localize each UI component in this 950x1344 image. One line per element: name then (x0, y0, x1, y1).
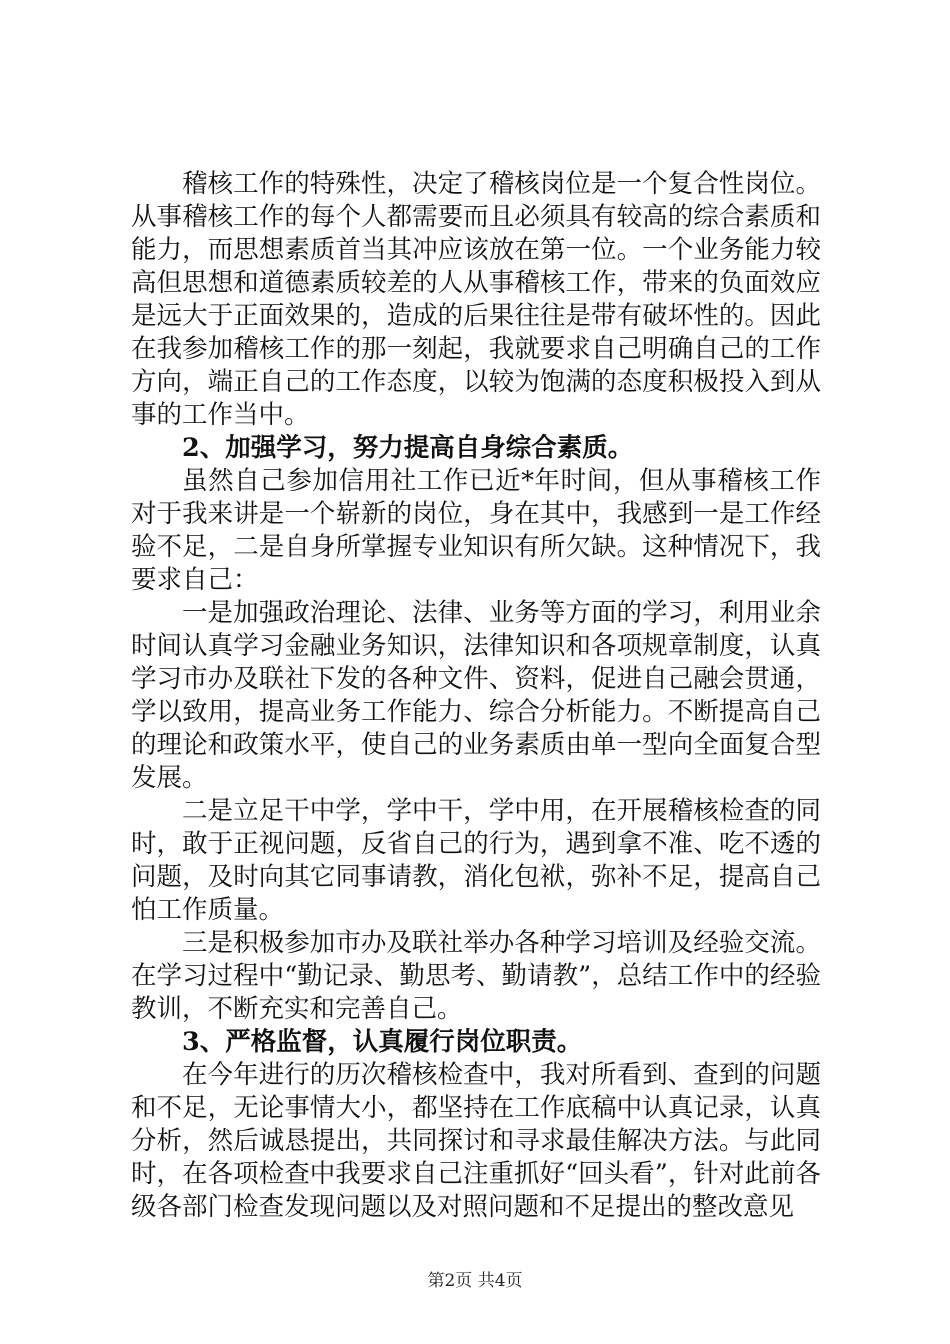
section-heading: 2、加强学习，努力提高自身综合素质。 (182, 433, 634, 463)
paragraph: 二是立足干中学，学中干，学中用，在开展稽核检查的同时，敢于正视问题，反省自己的行为，遇到拿不准、吃不透的问题，及时向其它同事请教，消化包袱，弥补不足，提高自己怕工作质量。 (131, 796, 821, 925)
paragraph: 在今年进行的历次稽核检查中，我对所看到、查到的问题和不足，无论事情大小，都坚持在工作底稿中认真记录，认真分析，然后诚恳提出，共同探讨和寻求最佳解决方法。与此同时，在各项检查中我要求自己注重抓好“回头看”，针对此前各级各部门检查发现问题以及对照问题和不足提出的整改意见 (131, 1060, 821, 1222)
paragraph: 三是积极参加市办及联社举办各种学习培训及经验交流。在学习过程中“勤记录、勤思考、勤请教”，总结工作中的经验教训，不断充实和完善自己。 (131, 928, 821, 1024)
page-number-footer: 第2页 共4页 (427, 1271, 523, 1291)
section-heading: 3、严格监督，认真履行岗位职责。 (182, 1027, 583, 1057)
paragraph: 稽核工作的特殊性，决定了稽核岗位是一个复合性岗位。从事稽核工作的每个人都需要而且必须具有较高的综合素质和能力，而思想素质首当其冲应该放在第一位。一个业务能力较高但思想和道德素质较差的人从事稽核工作，带来的负面效应是远大于正面效果的，造成的后果往往是带有破坏性的。因此在我参加稽核工作的那一刻起，我就要求自己明确自己的工作方向，端正自己的工作态度，以较为饱满的态度积极投入到从事的工作当中。 (131, 169, 821, 430)
document-body (131, 168, 821, 1224)
paragraph: 虽然自己参加信用社工作已近*年时间，但从事稽核工作对于我来讲是一个崭新的岗位，身在其中，我感到一是工作经验不足，二是自身所掌握专业知识有所欠缺。这种情况下，我要求自己： (131, 466, 821, 595)
paragraph: 一是加强政治理论、法律、业务等方面的学习，利用业余时间认真学习金融业务知识，法律知识和各项规章制度，认真学习市办及联社下发的各种文件、资料，促进自己融会贯通，学以致用，提高业务工作能力、综合分析能力。不断提高自己的理论和政策水平，使自己的业务素质由单一型向全面复合型发展。 (131, 598, 821, 793)
